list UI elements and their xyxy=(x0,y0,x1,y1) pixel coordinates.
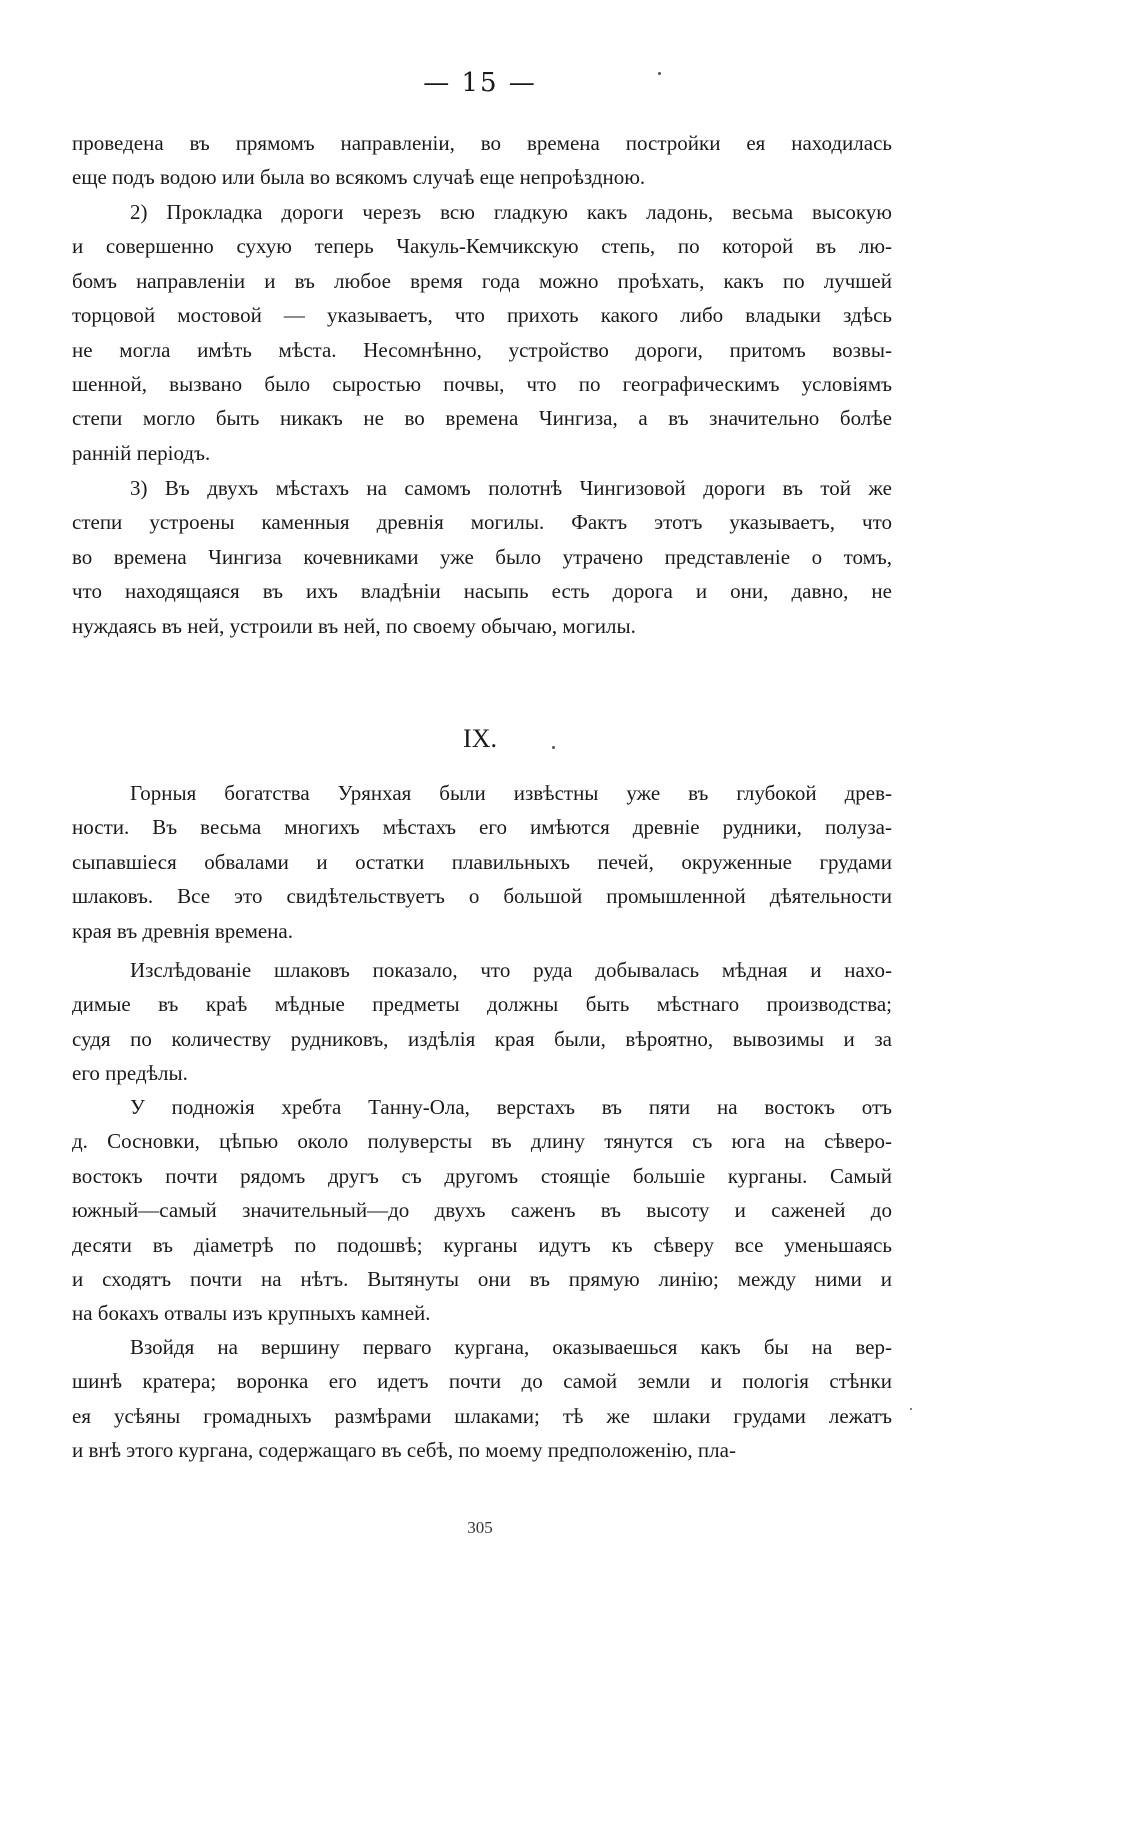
paragraph xyxy=(72,776,892,948)
section-heading: IX. xyxy=(463,724,497,753)
text-line: края въ древнія времена. xyxy=(72,918,293,943)
scan-speck xyxy=(910,1408,912,1410)
page-number-header: — 15 — xyxy=(423,68,537,98)
paragraph xyxy=(72,195,892,470)
text-line: шенной, вызвано было сыростью почвы, что по географическимъ условiямъ xyxy=(72,371,892,396)
paragraph xyxy=(72,953,892,1091)
text-line: шлаковъ. Все это свидѣтельствуетъ о большой промышленной дѣятельности xyxy=(72,884,892,909)
text-line: что находящаяся въ ихъ владѣніи насыпь есть дорога и они, давно, не xyxy=(72,579,892,604)
page-footer-number: 305 xyxy=(467,1518,493,1537)
text-line: торцовой мостовой — указываетъ, что прихоть какого либо владыки здѣсь xyxy=(72,303,892,328)
text-line: ранній періодъ. xyxy=(72,440,211,465)
text-line: нуждаясь въ ней, устроили въ ней, по своему обычаю, могилы. xyxy=(72,613,636,638)
text-line: У подножія хребта Танну-Ола, верстахъ въ пяти на востокъ отъ xyxy=(130,1095,892,1119)
text-line: южный—самый значительный—до двухъ саженъ въ высоту и саженей до xyxy=(72,1198,892,1223)
text-line: и сходятъ почти на нѣтъ. Вытянуты они въ прямую линію; между ними и xyxy=(72,1266,892,1291)
text-line: ея усѣяны громадныхъ размѣрами шлаками; тѣ же шлаки грудами лежатъ xyxy=(72,1403,892,1428)
text-line: Взойдя на вершину перваго кургана, оказываешься какъ бы на вер- xyxy=(130,1335,892,1359)
text-line: 2) Прокладка дороги черезъ всю гладкую какъ ладонь, весьма высокую xyxy=(130,200,892,224)
paragraph xyxy=(72,1090,892,1331)
text-line: Горныя богатства Урянхая были извѣстны уже въ глубокой древ- xyxy=(130,781,892,805)
text-line: не могла имѣть мѣста. Несомнѣнно, устройство дороги, притомъ возвы- xyxy=(72,337,892,362)
text-line: бомъ направленiи и въ любое время года можно проѣхать, какъ по лучшей xyxy=(72,268,892,293)
text-line: его предѣлы. xyxy=(72,1061,188,1086)
text-line: еще подъ водою или была во всякомъ случаѣ еще непроѣздною. xyxy=(72,165,646,190)
text-line: степи устроены каменныя древнія могилы. Фактъ этотъ указываетъ, что xyxy=(72,510,892,535)
text-line: десяти въ діаметрѣ по подошвѣ; курганы идутъ къ сѣверу все уменьшаясь xyxy=(72,1232,892,1257)
scan-speck xyxy=(552,746,555,749)
text-line: проведена въ прямомъ направленiи, во времена постройки ея находилась xyxy=(72,131,892,155)
text-line: и внѣ этого кургана, содержащаго въ себѣ, по моему предположенію, пла- xyxy=(72,1438,736,1463)
text-line: ности. Въ весьма многихъ мѣстахъ его имѣются древніе рудники, полуза- xyxy=(72,815,892,840)
text-line: востокъ почти рядомъ другъ съ другомъ стоящіе большіе курганы. Самый xyxy=(72,1163,892,1188)
text-line: Изслѣдованіе шлаковъ показало, что руда добывалась мѣдная и нахо- xyxy=(130,958,892,982)
text-line: д. Сосновки, цѣпью около полуверсты въ длину тянутся съ юга на сѣверо- xyxy=(72,1129,892,1154)
paragraph xyxy=(72,126,892,195)
text-line: шинѣ кратера; воронка его идетъ почти до самой земли и пологія стѣнки xyxy=(72,1369,892,1394)
text-line: димые въ краѣ мѣдные предметы должны быть мѣстнаго производства; xyxy=(72,992,892,1017)
paragraph xyxy=(72,471,892,643)
text-line: во времена Чингиза кочевниками уже было утрачено представленіе о томъ, xyxy=(72,544,892,569)
text-line: сыпавшіеся обвалами и остатки плавильныхъ печей, окруженные грудами xyxy=(72,849,892,874)
paragraph xyxy=(72,1330,892,1468)
text-line: 3) Въ двухъ мѣстахъ на самомъ полотнѣ Чингизовой дороги въ той же xyxy=(130,476,892,500)
text-line: на бокахъ отвалы изъ крупныхъ камней. xyxy=(72,1301,431,1326)
scan-speck xyxy=(658,72,661,75)
text-line: степи могло быть никакъ не во времена Чингиза, а въ значительно болѣе xyxy=(72,406,892,431)
text-line: судя по количеству рудниковъ, издѣлія края были, вѣроятно, вывозимы и за xyxy=(72,1026,892,1051)
text-line: и совершенно сухую теперь Чакуль-Кемчикскую степь, по которой въ лю- xyxy=(72,234,892,259)
